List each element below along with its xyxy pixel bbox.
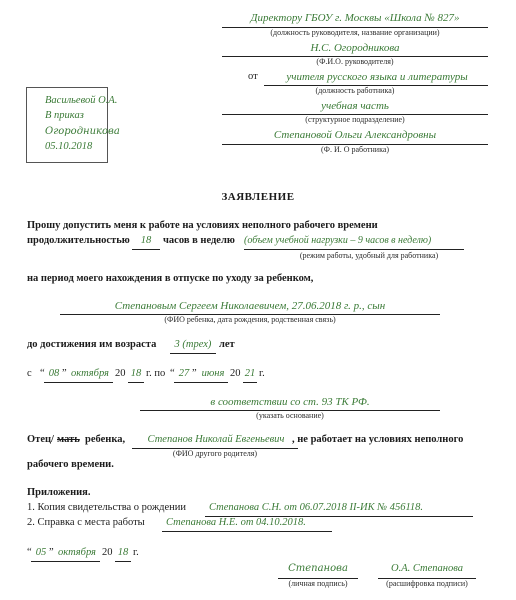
to-day: 27 [178,368,190,379]
resolution-order: В приказ [45,110,84,121]
director-value: Директору ГБОУ г. Москвы «Школа № 827» [250,12,460,24]
employee-position-value: учителя русского языка и литературы [286,71,468,83]
age-value: 3 (трех) [174,339,212,350]
sign-quote-close: ” [49,547,54,558]
other-parent-caption: (ФИО другого родителя) [172,449,258,458]
age-suffix: лет [219,339,235,350]
sign-year-suffix: г. [133,547,139,558]
age-prefix: до достижения им возраста [27,339,157,350]
attachment-2-value: Степанова Н.Е. от 04.10.2018. [166,517,306,528]
not-working-text-2: рабочего времени. [27,459,114,470]
p2-text: на период моего нахождения в отпуске по уходу за ребенком, [27,273,314,284]
employee-name-value: Степановой Ольги Александровны [273,129,437,141]
resolution-addressee: Васильевой О.А. [45,95,118,106]
director-name-value: Н.С. Огородникова [310,42,400,54]
resolution-signature: Огородникова [45,126,120,137]
to-month: июня [201,368,225,379]
director-caption: (должность руководителя, название организации) [270,28,440,37]
from-year: 18 [130,368,142,379]
not-working-text: , не работает на условиях неполного [292,434,464,445]
employee-name-caption: (Ф. И. О работника) [320,145,390,154]
attachment-2-label: 2. Справка с места работы [27,517,145,528]
document-title: ЗАЯВЛЕНИЕ [221,191,295,203]
p1-mid: часов в неделю [163,235,235,246]
from-date-underline [44,382,113,383]
director-name-caption: (Ф.И.О. руководителя) [316,57,394,66]
mode-underline [244,249,464,250]
signature-decoding: О.А. Степанова [391,563,463,574]
sign-month: октября [58,547,96,558]
sign-year: 18 [117,547,129,558]
sign-year-prefix: 20 [102,547,113,558]
sign-day: 05 [35,547,47,558]
decoding-caption: (расшифровка подписи) [386,579,468,588]
hours-value: 18 [140,235,152,246]
to-year-prefix: 20 [230,368,241,379]
child-info-caption: (ФИО ребенка, дата рождения, родственная связь) [164,315,336,324]
from-year-underline [128,382,144,383]
from-year-suffix: г. по [146,368,166,379]
from-prefix: от [248,71,258,82]
mother-word-struck: мать [57,434,80,445]
to-quote-close: ” [192,368,197,379]
child-word: ребенка, [85,434,126,445]
department-value: учебная часть [321,100,389,112]
to-year: 21 [244,368,256,379]
mode-caption: (режим работы, удобный для работника) [299,251,439,260]
resolution-date: 05.10.2018 [45,141,93,152]
attachment-2-underline [162,531,332,532]
from-quote-close: ” [62,368,67,379]
from-month: октября [71,368,109,379]
signature-caption: (личная подпись) [288,579,348,588]
personal-signature: Степанова [288,563,348,574]
sign-quote-open: “ [27,547,32,558]
p1-prefix: продолжительностью [27,235,130,246]
sign-year-underline [115,561,131,562]
attachments-title: Приложения. [27,487,91,498]
employee-position-caption: (должность работника) [315,86,395,95]
to-date-underline [174,382,228,383]
attachment-1-label: 1. Копия свидетельства о рождении [27,502,187,513]
father-word: Отец/ [27,434,54,445]
to-quote-open: “ [170,368,175,379]
basis-caption: (указать основание) [256,411,324,420]
age-underline [170,353,216,354]
other-parent-value: Степанов Николай Евгеньевич [147,434,285,445]
attachment-1-value: Степанова С.Н. от 06.07.2018 II-ИК № 456118. [209,502,424,513]
p1-line1: Прошу допустить меня к работе на условиях неполного рабочего времени [27,220,378,231]
mode-value: (объем учебной нагрузки – 9 часов в неделю) [244,235,432,246]
period-from-label: с [27,368,32,379]
basis-value: в соответствии со ст. 93 ТК РФ. [210,396,370,408]
from-quote-open: “ [40,368,45,379]
from-day: 08 [48,368,60,379]
to-year-underline [243,382,257,383]
department-caption: (структурное подразделение) [305,115,405,124]
sign-date-underline [31,561,100,562]
child-info-value: Степановым Сергеем Николаевичем, 27.06.2018 г. р., сын [114,300,386,312]
hours-underline [132,249,160,250]
from-year-prefix: 20 [115,368,126,379]
to-year-suffix: г. [259,368,265,379]
